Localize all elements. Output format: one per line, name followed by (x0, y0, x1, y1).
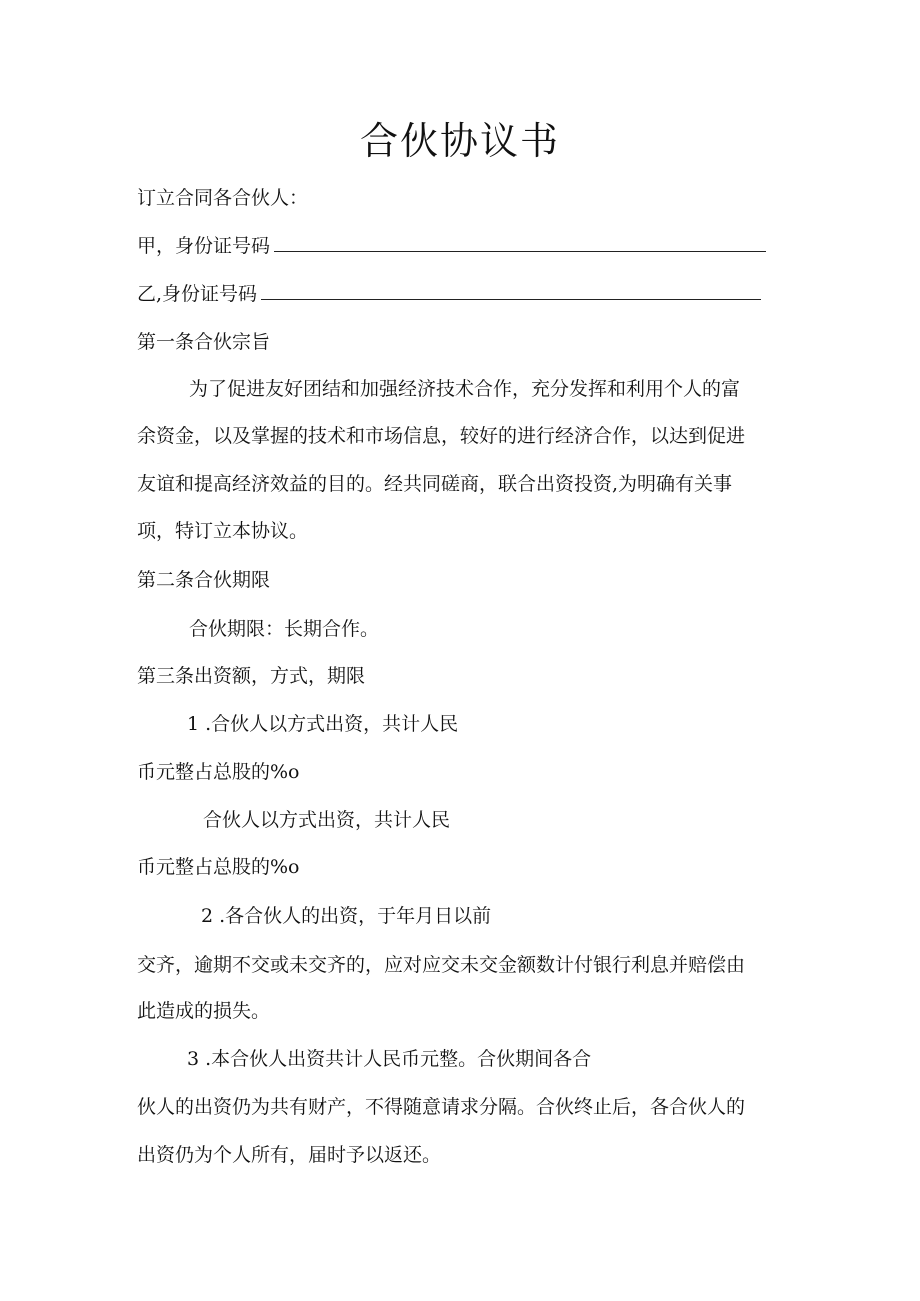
article1-line: 余资金，以及掌握的技术和市场信息，较好的进行经济合作，以达到促进 (137, 425, 746, 447)
parties-heading: 订立合同各合伙人： (137, 187, 309, 209)
article2-heading: 第二条合伙期限 (137, 569, 271, 591)
article2-text: 合伙期限：长期合作。 (189, 618, 380, 640)
party-b-label: 乙,身份证号码 (137, 283, 258, 305)
party-b-id-blank (261, 281, 761, 300)
article3-item1-line: 币元整占总股的%o (137, 856, 300, 878)
article3-item3-line: 出资仍为个人所有，届时予以返还。 (137, 1144, 442, 1166)
article3-item1-line: 1 .合伙人以方式出资，共计人民 (187, 713, 459, 735)
document-title: 合伙协议书 (359, 119, 560, 163)
party-a-label: 甲，身份证号码 (137, 235, 271, 257)
article3-item3-line: 3 .本合伙人出资共计人民币元整。合伙期间各合 (187, 1048, 592, 1070)
article3-heading: 第三条出资额，方式，期限 (137, 665, 366, 687)
party-a-id-blank (274, 233, 766, 252)
article3-item1-line: 合伙人以方式出资，共计人民 (203, 809, 451, 831)
article1-heading: 第一条合伙宗旨 (137, 331, 271, 353)
party-b-row (137, 280, 761, 308)
article1-line: 友谊和提高经济效益的目的。经共同磋商，联合出资投资,为明确有关事 (137, 473, 733, 495)
article3-item2-line: 此造成的损失。 (137, 1000, 271, 1022)
article3-item2-line: 2 .各合伙人的出资，于年月日以前 (201, 905, 492, 927)
article3-item2-line: 交齐，逾期不交或未交齐的，应对应交未交金额数计付银行利息并赔偿由 (137, 954, 746, 976)
article1-line: 项，特订立本协议。 (137, 520, 309, 542)
article3-item1-line: 币元整占总股的%o (137, 761, 300, 783)
party-a-row (137, 232, 766, 260)
article3-item3-line: 伙人的出资仍为共有财产，不得随意请求分隔。合伙终止后，各合伙人的 (137, 1096, 746, 1118)
article1-line: 为了促进友好团结和加强经济技术合作，充分发挥和利用个人的富 (189, 378, 741, 400)
